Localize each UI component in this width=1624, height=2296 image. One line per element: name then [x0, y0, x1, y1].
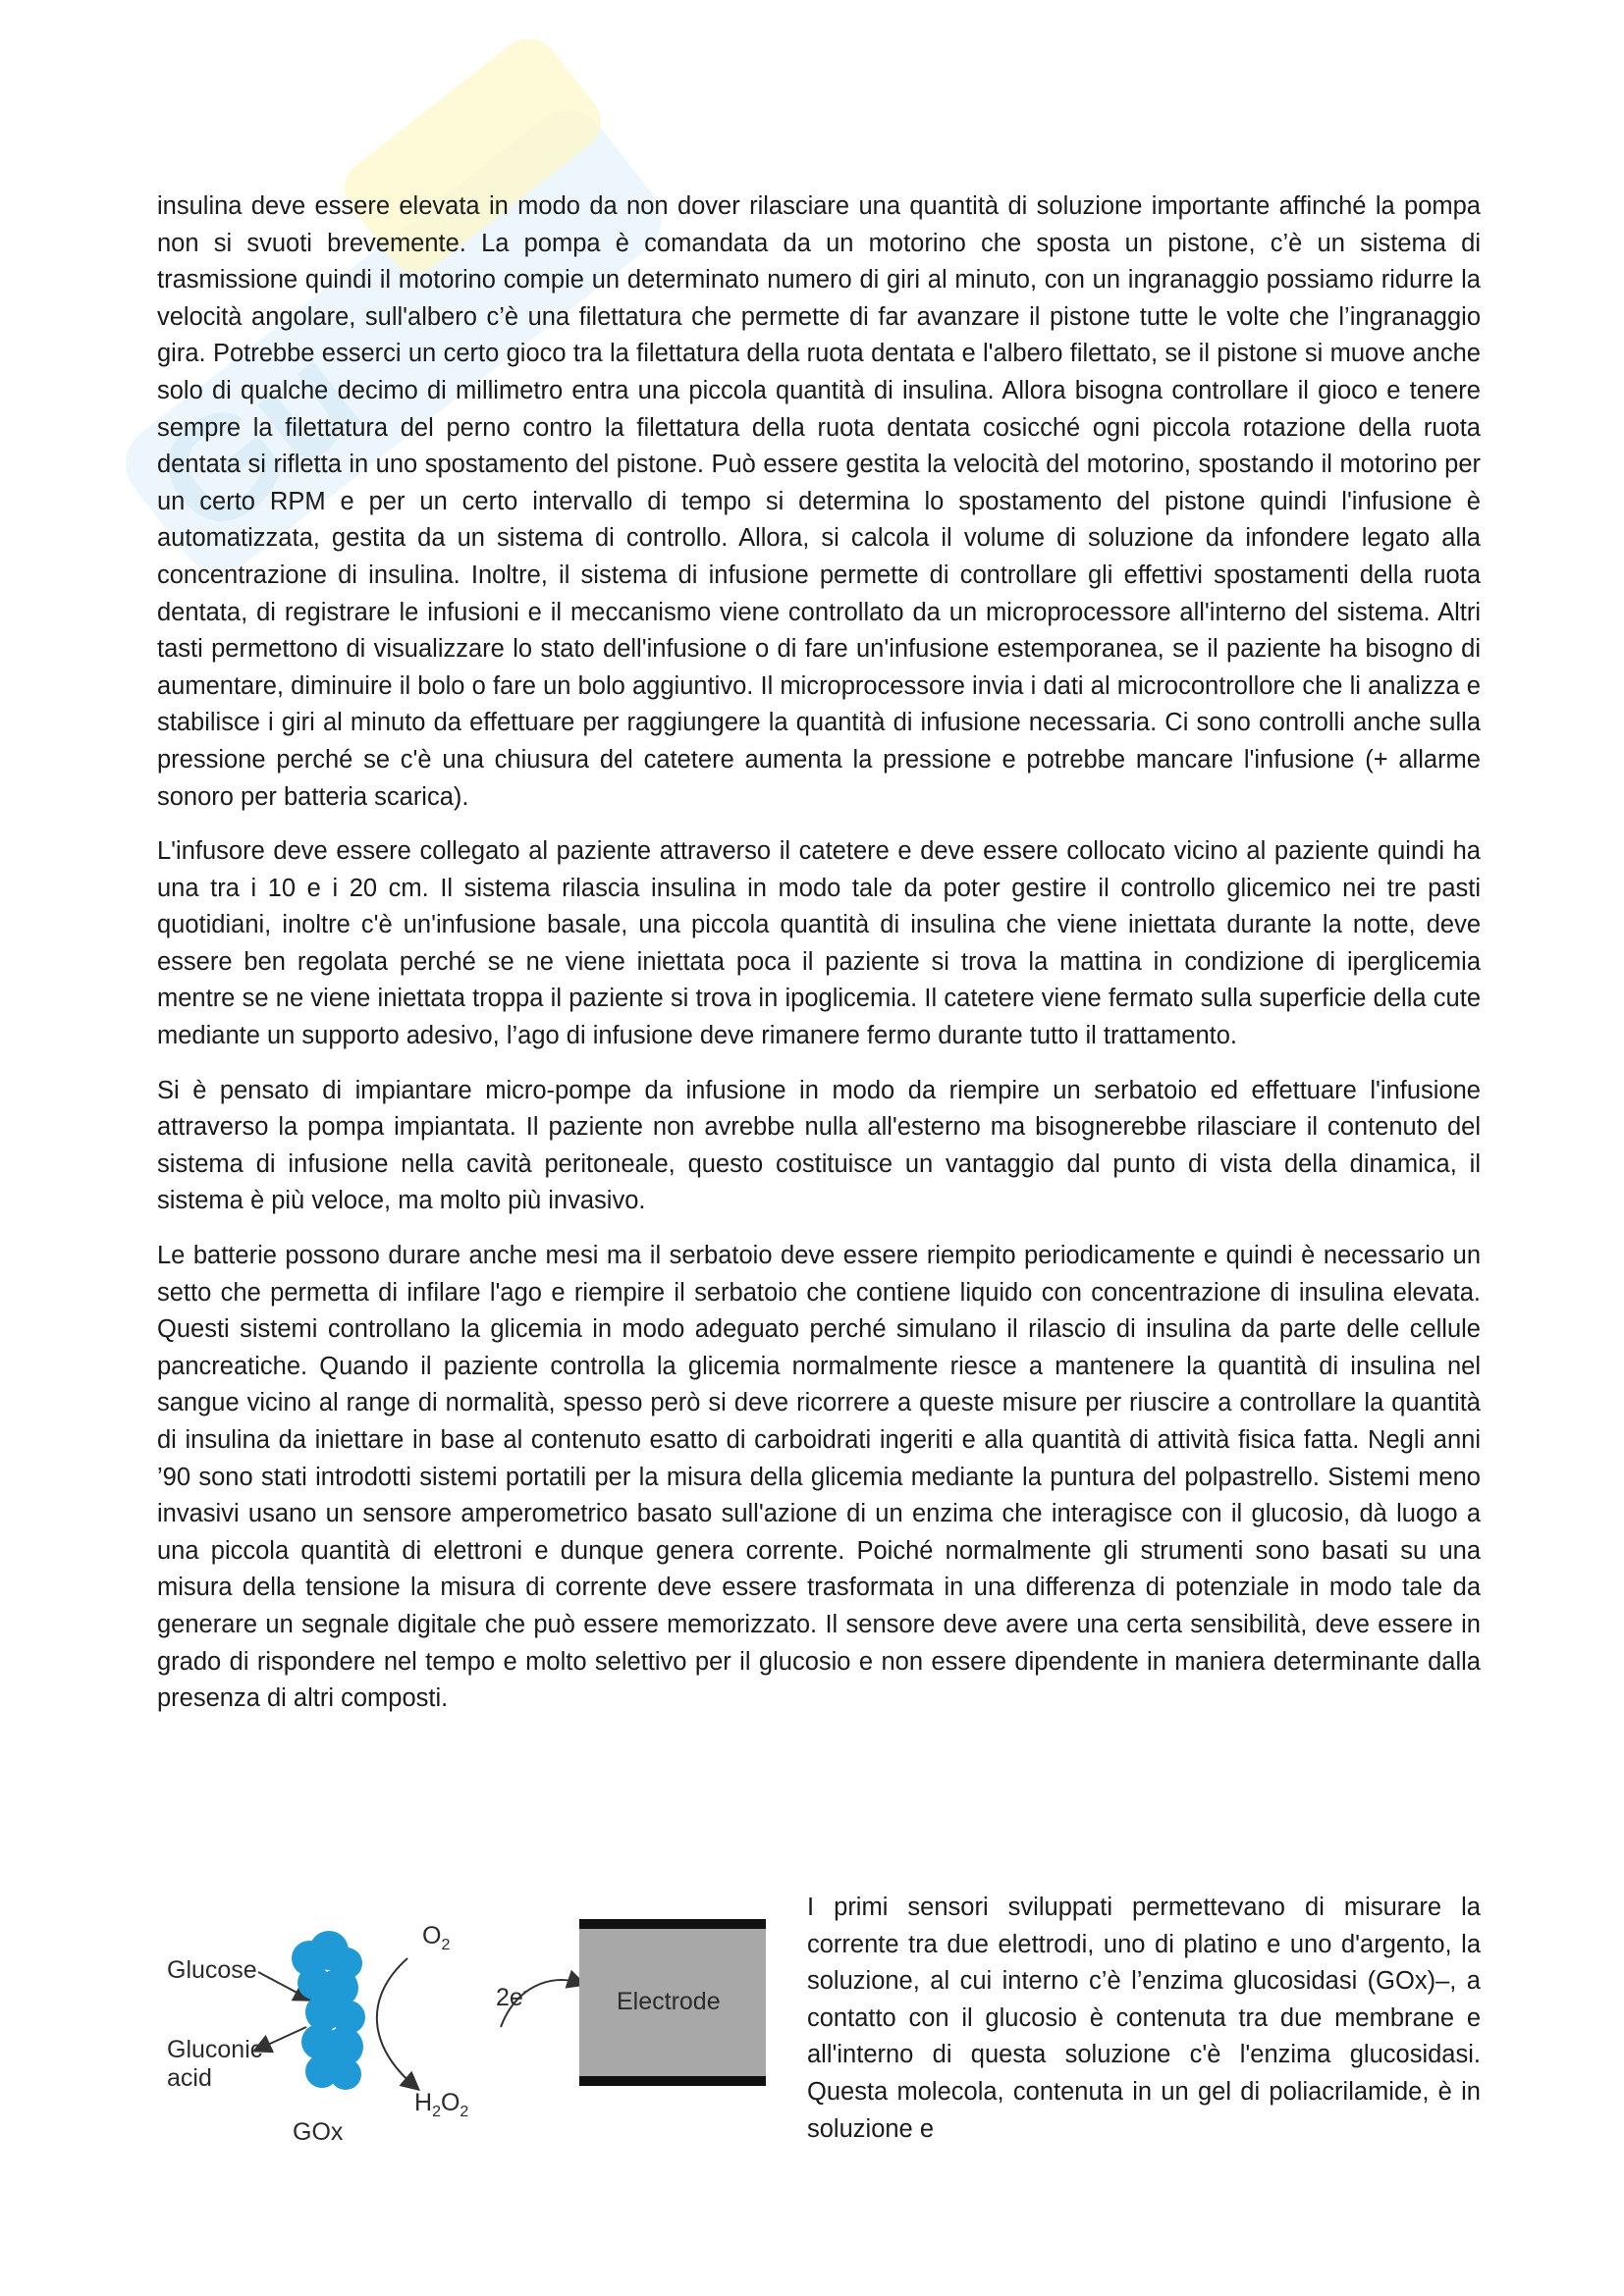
- label-glucose: Glucose: [167, 1956, 257, 1984]
- figure-row: [157, 1890, 1481, 2145]
- main-text: [157, 188, 1481, 1735]
- gox-enzyme-icon: [292, 1931, 365, 2090]
- glucose-sensor-diagram: [157, 1890, 776, 2145]
- label-h2o2: $H_2O_2$: [414, 2089, 469, 2120]
- paragraph-3: Si è pensato di impiantare micro-pompe da infusione in modo da riempire un serbatoio ed effettuare l'infusione attraverso la pompa impiantata. Il paziente non avrebbe nulla all'esterno ma bisognerebbe rilasciare il contenuto del sistema di infusione nella cavità peritoneale, questo costituisce un vantaggio dal punto di vista della dinamica, il sistema è più veloce, ma molto più invasivo.: [157, 1076, 1481, 1215]
- label-electrode: Electrode: [617, 1988, 721, 2015]
- arrow-enzyme-to-gluconic: [259, 2027, 306, 2049]
- arrow-o2-to-h2o2: [377, 1958, 414, 2086]
- side-text: [807, 1890, 1481, 2148]
- label-gox: GOx: [293, 2118, 344, 2145]
- side-paragraph: I primi sensori sviluppati permettevano di misurare la corrente tra due elettrodi, uno di platino e uno d'argento, la soluzione, al cui interno c’è l’enzima glucosidasi (GOx)–, a contatto con il glucosio è contenuta tra due membrane e all'interno di questa soluzione c'è l'enzima glucosidasi. Questa molecola, contenuta in un gel di poliacrilamide, è in soluzione e: [807, 1894, 1481, 2143]
- paragraph-1: insulina deve essere elevata in modo da non dover rilasciare una quantità di soluzione importante affinché la pompa non si svuoti brevemente. La pompa è comandata da un motorino che sposta un pistone, c’è un sistema di trasmissione quindi il motorino compie un determinato numero di giri al minuto, con un ingranaggio possiamo ridurre la velocità angolare, sull'albero c’è una filettatura che permette di far avanzare il pistone tutte le volte che l’ingranaggio gira. Potrebbe esserci un certo gioco tra la filettatura della ruota dentata e l'albero filettato, se il pistone si muove anche solo di qualche decimo di millimetro entra una piccola quantità di insulina. Allora bisogna controllare il gioco e tenere sempre la filettatura del perno contro la filettatura della ruota dentata cosicché ogni piccola rotazione della ruota dentata si rifletta in uno spostamento del pistone. Può essere gestita la velocità del motorino, spostando il motorino per un certo RPM e per un certo intervallo di tempo si determina lo spostamento del pistone quindi l'infusione è automatizzata, gestita da un sistema di controllo. Allora, si calcola il volume di soluzione da infondere legato alla concentrazione di insulina. Inoltre, il sistema di infusione permette di controllare gli effettivi spostamenti della ruota dentata, di registrare le infusioni e il meccanismo viene controllato da un microprocessore all'interno del sistema. Altri tasti permettono di visualizzare lo stato dell'infusione o di fare un'infusione estemporanea, se il paziente ha bisogno di aumentare, diminuire il bolo o fare un bolo aggiuntivo. Il microprocessore invia i dati al microcontrollore che li analizza e stabilisce i giri al minuto da effettuare per raggiungere la quantità di infusione necessaria. Ci sono controlli anche sulla pressione perché se c'è una chiusura del catetere aumenta la pressione e potrebbe mancare l'infusione (+ allarme sonoro per batteria scarica).: [157, 192, 1481, 811]
- electrode-block: [579, 1919, 766, 2086]
- label-electrons: 2e-: [496, 1983, 528, 2011]
- label-gluconic-acid-line2: acid: [167, 2064, 212, 2092]
- label-gluconic-acid-line1: Gluconic: [167, 2036, 263, 2063]
- paragraph-2: L'infusore deve essere collegato al paziente attraverso il catetere e deve essere collocato vicino al paziente quindi ha una tra i 10 e i 20 cm. Il sistema rilascia insulina in modo tale da poter gestire il controllo glicemico nei tre pasti quotidiani, inoltre c'è un'infusione basale, una piccola quantità di insulina che viene iniettata durante la notte, deve essere ben regolata perché se ne viene iniettata poca il paziente si trova la mattina in condizione di iperglicemia mentre se ne viene iniettata troppa il paziente si trova in ipoglicemia. Il catetere viene fermato sulla superficie della cute mediante un supporto adesivo, l’ago di infusione deve rimanere fermo durante tutto il trattamento.: [157, 837, 1481, 1050]
- svg-text:Gu: Gu: [126, 311, 389, 567]
- label-o2: $O_2$: [422, 1922, 451, 1953]
- paragraph-4: Le batterie possono durare anche mesi ma il serbatoio deve essere riempito periodicamente e quindi è necessario un setto che permetta di infilare l'ago e riempire il serbatoio che contiene liquido con concentrazione di insulina elevata. Questi sistemi controllano la glicemia in modo adeguato perché simulano il rilascio di insulina da parte delle cellule pancreatiche. Quando il paziente controlla la glicemia normalmente riesce a mantenere la quantità di insulina nel sangue vicino al range di normalità, spesso però si deve ricorrere a queste misure per riuscire a controllare la quantità di insulina da iniettare in base al contenuto esatto di carboidrati ingeriti e alla quantità di attività fisica fatta. Negli anni ’90 sono stati introdotti sistemi portatili per la misura della glicemia mediante la puntura del polpastrello. Sistemi meno invasivi usano un sensore amperometrico basato sull'azione di un enzima che interagisce con il glucosio, dà luogo a una piccola quantità di elettroni e dunque genera corrente. Poiché normalmente gli strumenti sono basati su una misura della tensione la misura di corrente deve essere trasformata in una differenza di potenziale in modo tale da generare un segnale digitale che può essere memorizzato. Il sensore deve avere una certa sensibilità, deve essere in grado di rispondere nel tempo e molto selettivo per il glucosio e non essere dipendente in maniera determinante dalla presenza di altri composti.: [157, 1242, 1481, 1713]
